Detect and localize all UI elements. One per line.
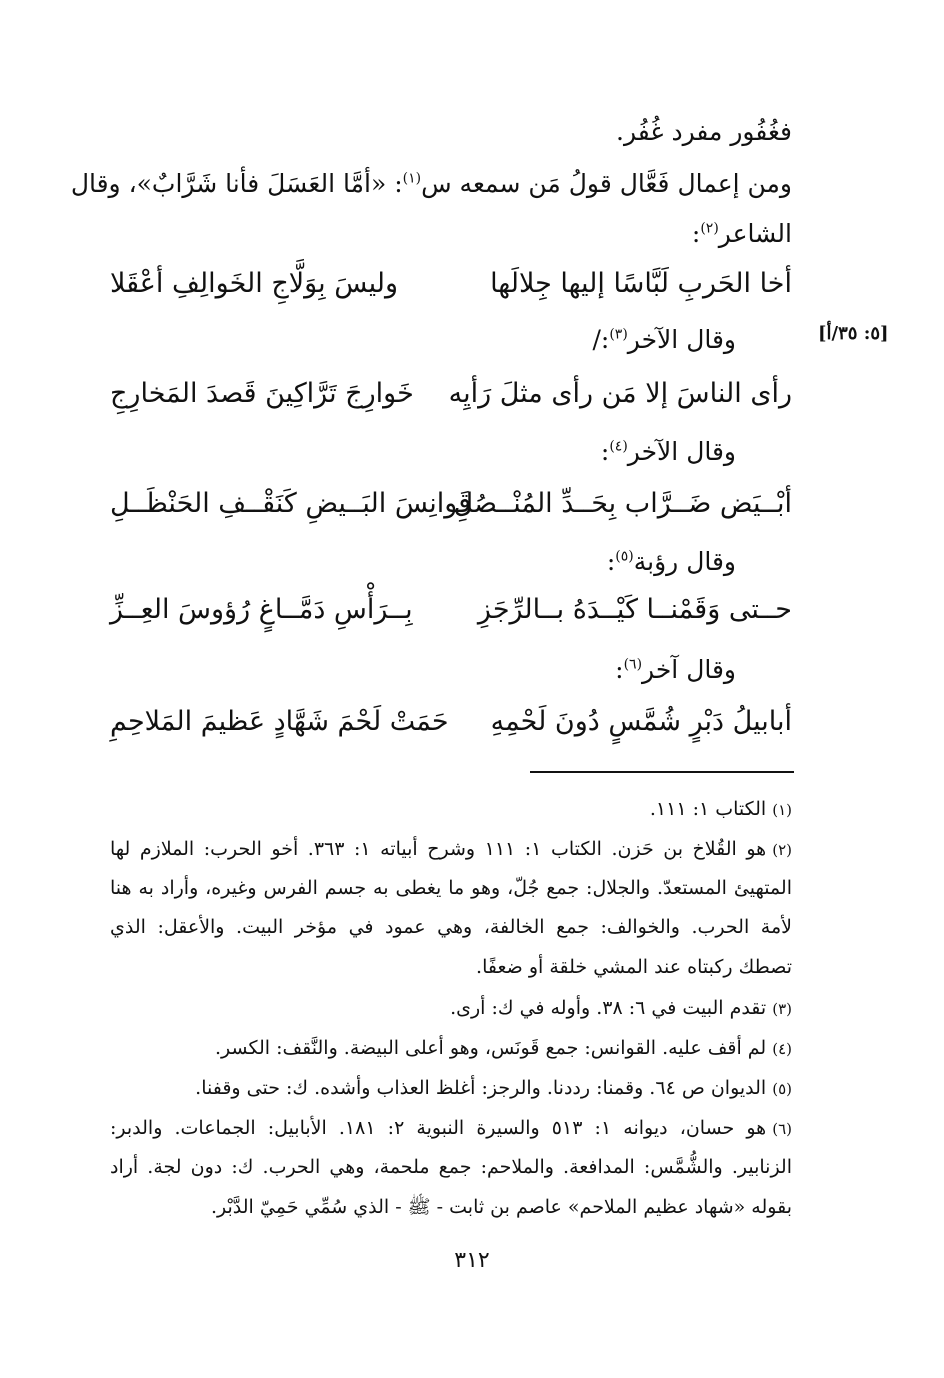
footnote-1 [110,794,792,825]
footnote-ref: (٢) [700,220,719,237]
footnote-6-line-2 [110,1152,792,1182]
footnote-2-line-2 [110,873,792,903]
body-line-3 [692,216,792,252]
footnote-number: (٤) [772,1040,792,1058]
page-number: ٣١٢ [454,1248,490,1273]
body-text: وقال رؤبة [633,547,736,576]
body-text: : [606,547,616,576]
footnote-text: الديوان ص ٦٤. وقمنا: رددنا. والرجز: أغلظ العذاب وأشده. ك: حتى وقفنا. [195,1077,767,1099]
verse-intro-3 [601,434,736,470]
body-line-1 [616,114,792,150]
body-text: : [600,437,610,466]
verse-intro-5 [615,652,736,688]
margin-manuscript-reference: [٥: ٣٥/أ] [818,323,889,344]
verse-4 [110,588,792,632]
footnote-text: هو القُلاخ بن حَزن. الكتاب ١: ١١١ وشرح أبياته ١: ٣٦٣. أخو الحرب: الملازم لها [110,838,767,860]
footnote-text: هو حسان، ديوانه ١: ٥١٣ والسيرة النبوية ٢: ١٨١. الأبابيل: الجماعات. والدبر: [110,1117,767,1139]
verse-first-hemistich: حــتى وَقَمْنــا كَيْــدَهُ بــالرِّجَزِ [477,594,792,625]
body-line-2 [70,166,792,202]
footnote-text: تصطك ركبتاه عند المشي خلقة أو ضعفًا. [476,956,792,978]
verse-1 [110,262,792,306]
footnote-number: (٥) [772,1080,792,1098]
body-text: : «أمَّا العَسَلَ فأنا شَرَّابٌ»، وقال [70,169,403,198]
footnote-5 [110,1073,792,1104]
verse-first-hemistich: أبْــيَض ضَــرَّاب بِحَــدِّ المُنْــصُلِ [453,488,792,519]
verse-second-hemistich: بِــرَأْسِ دَمَّــاغٍ رُؤوسَ العِــزِّ [110,594,413,625]
body-text: : [691,219,701,248]
footnote-text: لم أقف عليه. القوانس: جمع قَونَس، وهو أعلى البيضة. والنَّقف: الكسر. [215,1037,767,1059]
footnote-text: تقدم البيت في ٦: ٣٨. وأوله في ك: أرى. [450,997,767,1019]
footnote-ref: (٤) [609,438,628,455]
body-text: وقال الآخر [627,325,736,354]
footnote-2-line-3 [110,912,792,942]
verse-second-hemistich: قَوانِسَ البَــيضِ كَنَقْــفِ الحَنْظَــلِ [110,488,472,519]
footnote-number: (٣) [772,1000,792,1018]
footnote-4 [110,1033,792,1064]
footnote-ref: (٥) [615,548,634,565]
footnote-ref: (٦) [623,656,643,673]
body-text: فغُفُور مفرد غُفُر. [616,117,792,146]
footnote-3 [110,993,792,1024]
verse-second-hemistich: وليسَ بِوَلَّاجِ الخَوالِفِ أعْقَلا [110,268,399,299]
footnote-number: (٢) [772,841,792,859]
footnote-text: الزنابير. والشُّمَّس: المدافعة. والملاحم: جمع ملحمة، وهي الحرب. ك: دون لجة. أراد [110,1156,792,1178]
verse-intro-2 [592,322,736,358]
verse-2 [110,372,792,416]
footnote-text: الكتاب ١: ١١١. [649,798,767,820]
body-text: :/ [592,325,610,354]
footnote-2 [110,834,792,865]
body-text: وقال آخر [642,655,736,684]
verse-second-hemistich: خَوارِجَ تَرَّاكِينَ قَصدَ المَخارِجِ [110,378,414,409]
body-text: ومن إعمال فَعَّال قولُ مَن سمعه س [421,169,792,198]
body-text: وقال الآخر [627,437,736,466]
footnote-number: (٦) [772,1120,792,1138]
footnote-6 [110,1113,792,1144]
verse-5 [110,700,792,744]
verse-3 [110,482,792,526]
body-text: : [615,655,624,684]
verse-second-hemistich: حَمَتْ لَحْمَ شَهَّادٍ عَظيمَ المَلاحِمِ [110,706,449,737]
footnote-text: لأمة الحرب. والخوالف: جمع الخالفة، وهي عمود في مؤخر البيت. والأعقل: الذي [110,916,792,938]
verse-first-hemistich: أخا الحَربِ لَبَّاسًا إليها جِلالَها [490,268,792,299]
footnote-text: بقوله «شهاد عظيم الملاحم» عاصم بن ثابت - ﷺ - الذي سُمِّي حَمِيّ الدَّبْر. [210,1196,792,1218]
footnote-6-line-3 [110,1192,792,1222]
footnote-text: المتهيئ المستعدّ. والجلال: جمع جُلّ، وهو ما يغطى به جسم الفرس وغيره، وأراد به هنا [110,877,792,899]
footnote-ref: (١) [402,170,422,187]
footnote-ref: (٣) [609,326,628,343]
verse-first-hemistich: أبابيلُ دَبْرٍ شُمَّسٍ دُونَ لَحْمِهِ [490,706,792,737]
footnote-2-line-4 [110,952,792,982]
body-text: الشاعر [718,219,792,248]
footnote-number: (١) [772,801,792,819]
verse-intro-4 [607,544,736,580]
verse-first-hemistich: رأى الناسَ إلا مَن رأى مثلَ رَأيِه [448,378,792,409]
footnote-separator [530,771,794,773]
